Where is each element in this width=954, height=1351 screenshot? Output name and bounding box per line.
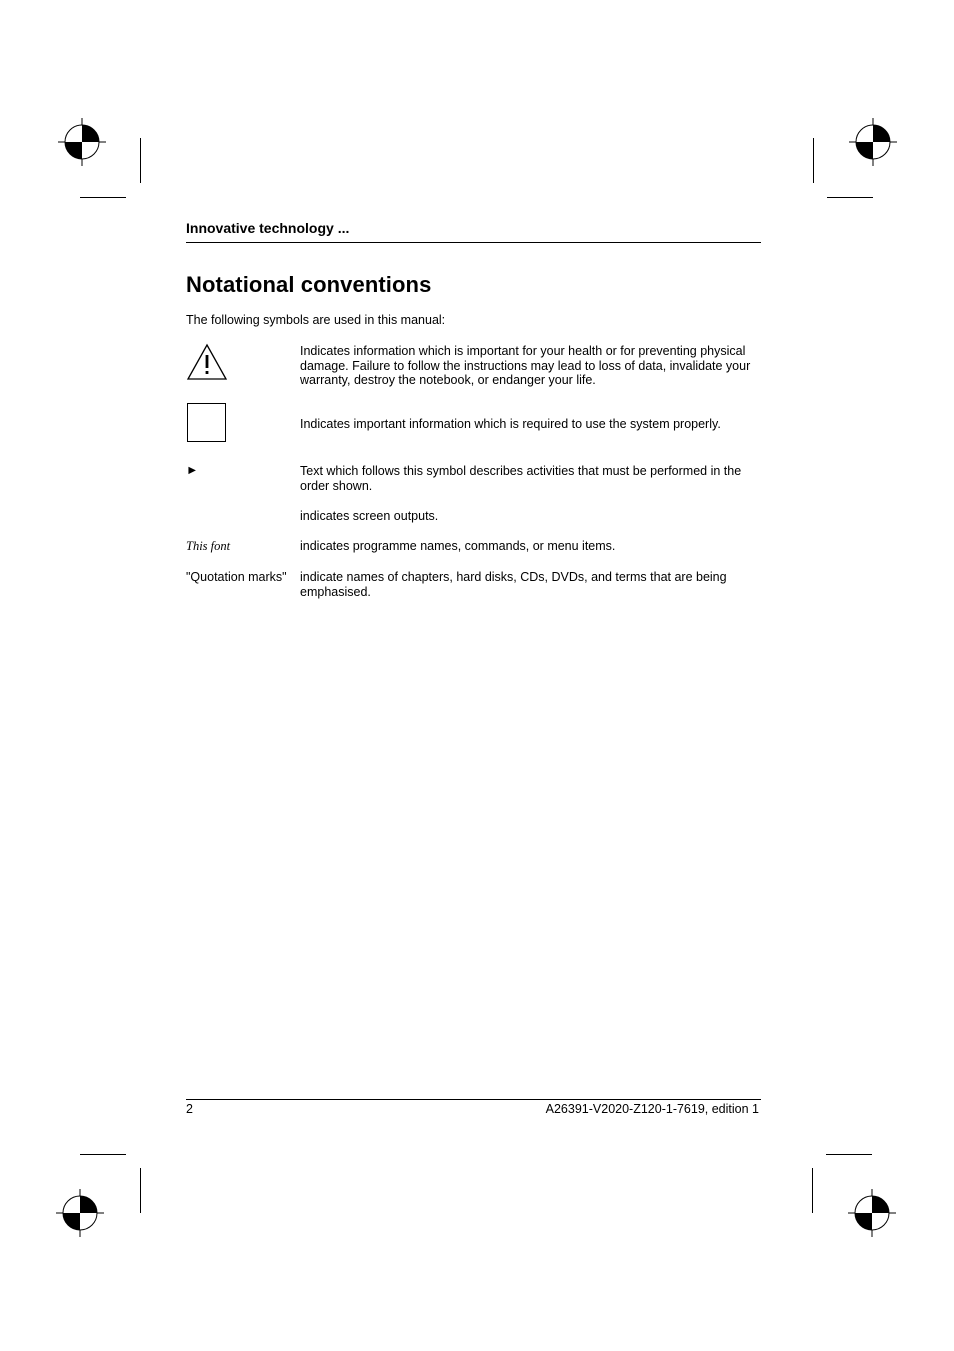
registration-mark-icon (58, 118, 106, 166)
convention-arrow-text: Text which follows this symbol describes activities that must be performed in the order shown. (300, 464, 742, 493)
crop-line (812, 1168, 813, 1213)
running-header: Innovative technology ... (186, 220, 350, 236)
crop-line (827, 197, 873, 198)
footer-rule (186, 1099, 761, 1100)
convention-quotes-label: "Quotation marks" (186, 570, 287, 584)
intro-text: The following symbols are used in this manual: (186, 313, 446, 327)
info-box-icon (187, 403, 226, 442)
document-id: A26391-V2020-Z120-1-7619, edition 1 (545, 1102, 759, 1116)
page-number: 2 (186, 1102, 193, 1116)
page-title: Notational conventions (186, 272, 432, 297)
registration-mark-icon (849, 118, 897, 166)
crop-line (813, 138, 814, 183)
header-rule (186, 242, 761, 243)
crop-line (80, 1154, 126, 1155)
crop-line (140, 1168, 141, 1213)
convention-info-text: Indicates important information which is required to use the system properly. (300, 417, 721, 431)
crop-line (826, 1154, 872, 1155)
convention-quotes-text: indicate names of chapters, hard disks, CDs, DVDs, and terms that are being emphasised. (300, 570, 727, 599)
convention-font-label: This font (186, 539, 231, 553)
registration-mark-icon (848, 1189, 896, 1237)
convention-screen-text: indicates screen outputs. (300, 509, 439, 523)
crop-line (80, 197, 126, 198)
warning-triangle-icon (186, 343, 228, 381)
crop-line (140, 138, 141, 183)
registration-mark-icon (56, 1189, 104, 1237)
convention-warning-text: Indicates information which is important for your health or for preventing physical damage. Failure to follow the instructions may lead to loss of data, invalidate your warranty, destroy the notebook, or endanger your life. (300, 344, 751, 387)
convention-font-text: indicates programme names, commands, or menu items. (300, 539, 616, 553)
arrow-right-icon: ► (186, 463, 199, 477)
